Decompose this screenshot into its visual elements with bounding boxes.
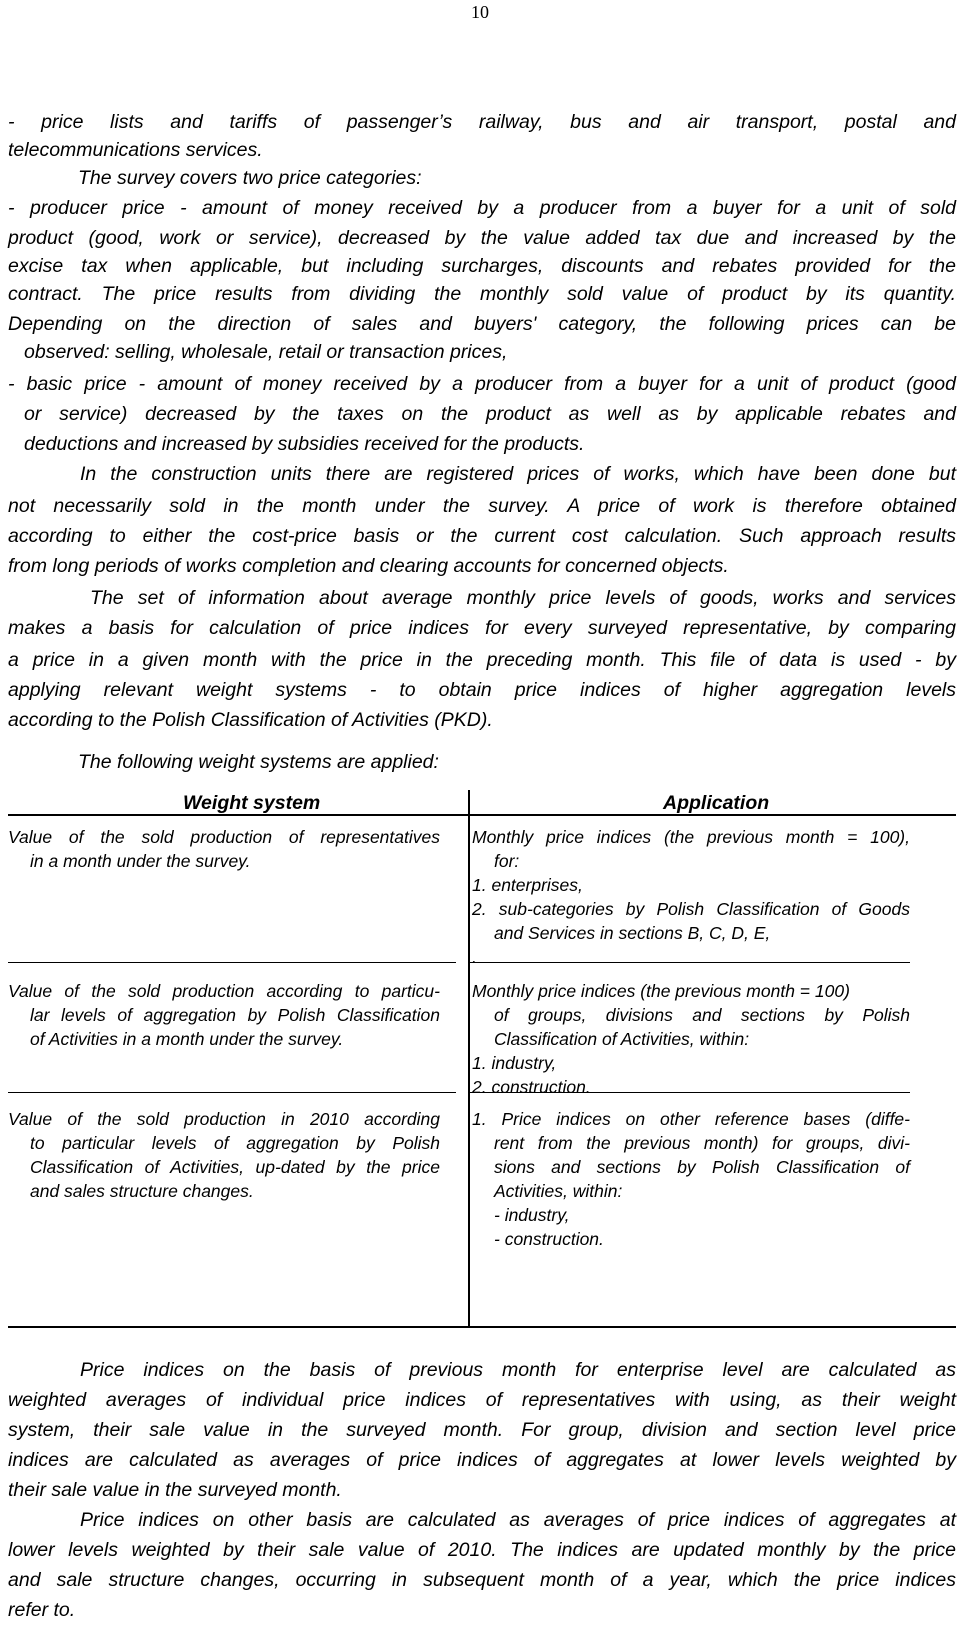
cell-line: and Services in sections B, C, D, E,: [494, 923, 771, 943]
cell-line: 1. Price indices on other reference bases (diffe-: [472, 1109, 910, 1129]
row-rule: [8, 962, 456, 963]
text-line: a price in a given month with the price in the preceding month. This file of data is used - by: [8, 649, 956, 671]
text-line: makes a basis for calculation of price indices for every surveyed representative, by comparing: [8, 617, 956, 639]
cell-line: Classification of Activities, within:: [494, 1029, 750, 1049]
header-weight-system: Weight system: [183, 792, 321, 814]
table-intro: The following weight systems are applied:: [78, 751, 439, 773]
cell-line: Value of the sold production according to particu-: [8, 981, 440, 1001]
text-line: deductions and increased by subsidies received for the products.: [24, 433, 585, 455]
cell-line: Value of the sold production in 2010 according: [8, 1109, 440, 1129]
weight-systems-table: [8, 792, 956, 1320]
cell-line: Value of the sold production of representatives: [8, 827, 440, 847]
cell-line: 2. sub-categories by Polish Classification of Goods: [472, 899, 910, 919]
text-line: Price indices on other basis are calculated as averages of price indices of aggregates at: [80, 1509, 956, 1531]
table-top-rule: [8, 814, 956, 816]
cell-line: and sales structure changes.: [30, 1181, 254, 1201]
text-line: Depending on the direction of sales and buyers' category, the following prices can be: [8, 313, 956, 335]
cell-line: Monthly price indices (the previous month = 100): [472, 981, 850, 1001]
text-line: The set of information about average monthly price levels of goods, works and services: [90, 587, 956, 609]
text-line: refer to.: [8, 1599, 76, 1621]
cell-line: Classification of Activities, up-dated by the price: [30, 1157, 440, 1177]
text-line: - price lists and tariffs of passenger’s railway, bus and air transport, postal and: [8, 111, 956, 133]
cell-line: Activities, within:: [494, 1181, 623, 1201]
row-rule: [470, 1092, 910, 1093]
cell-line: in a month under the survey.: [30, 851, 251, 871]
text-line: excise tax when applicable, but including surcharges, discounts and rebates provided for the: [8, 255, 956, 277]
text-line: product (good, work or service), decreased by the value added tax due and increased by the: [8, 227, 956, 249]
cell-line: - construction.: [494, 1229, 604, 1249]
row-rule: [8, 1092, 456, 1093]
text-line: In the construction units there are registered prices of works, which have been done but: [80, 463, 956, 485]
cell-line: rent from the previous month) for groups, divi-: [494, 1133, 910, 1153]
column-divider: [468, 790, 470, 1328]
cell-line: of groups, divisions and sections by Polish: [494, 1005, 910, 1025]
cell-line: 1. enterprises,: [472, 875, 583, 895]
text-line: - basic price - amount of money received by a producer from a buyer for a unit of product (good: [8, 373, 956, 395]
text-line: The survey covers two price categories:: [78, 167, 422, 189]
text-line: according to the Polish Classification of Activities (PKD).: [8, 709, 493, 731]
text-line: indices are calculated as averages of price indices of aggregates at lower levels weighted by: [8, 1449, 956, 1471]
text-line: lower levels weighted by their sale value of 2010. The indices are updated monthly by the price: [8, 1539, 956, 1561]
text-line: observed: selling, wholesale, retail or transaction prices,: [24, 341, 508, 363]
text-line: weighted averages of individual price indices of representatives with using, as their weight: [8, 1389, 956, 1411]
cell-line: lar levels of aggregation by Polish Classification: [30, 1005, 440, 1025]
text-line: not necessarily sold in the month under the survey. A price of work is therefore obtained: [8, 495, 956, 517]
text-line: their sale value in the surveyed month.: [8, 1479, 342, 1501]
cell-line: of Activities in a month under the survey.: [30, 1029, 344, 1049]
text-line: and sale structure changes, occurring in subsequent month of a year, which the price indices: [8, 1569, 956, 1591]
text-line: applying relevant weight systems - to obtain price indices of higher aggregation levels: [8, 679, 956, 701]
cell-line: for:: [494, 851, 520, 871]
cell-line: 2. construction.: [472, 1077, 591, 1097]
text-line: Price indices on the basis of previous month for enterprise level are calculated as: [80, 1359, 956, 1381]
cell-line: .: [472, 947, 477, 967]
cell-line: sions and sections by Polish Classification of: [494, 1157, 910, 1177]
page-number: 10: [471, 2, 489, 22]
text-line: according to either the cost-price basis or the current cost calculation. Such approach results: [8, 525, 956, 547]
header-application: Application: [663, 792, 770, 814]
cell-line: Monthly price indices (the previous month = 100),: [472, 827, 910, 847]
table-bottom-rule: [8, 1326, 956, 1328]
text-line: from long periods of works completion and clearing accounts for concerned objects.: [8, 555, 729, 577]
cell-line: 1. industry,: [472, 1053, 557, 1073]
text-line: system, their sale value in the surveyed month. For group, division and section level price: [8, 1419, 956, 1441]
cell-line: - industry,: [494, 1205, 570, 1225]
text-line: or service) decreased by the taxes on the product as well as by applicable rebates and: [24, 403, 956, 425]
text-line: contract. The price results from dividing the monthly sold value of product by its quantity.: [8, 283, 956, 305]
text-line: telecommunications services.: [8, 139, 263, 161]
row-rule: [470, 962, 910, 963]
text-line: - producer price - amount of money received by a producer from a buyer for a unit of sold: [8, 197, 956, 219]
cell-line: to particular levels of aggregation by Polish: [30, 1133, 440, 1153]
